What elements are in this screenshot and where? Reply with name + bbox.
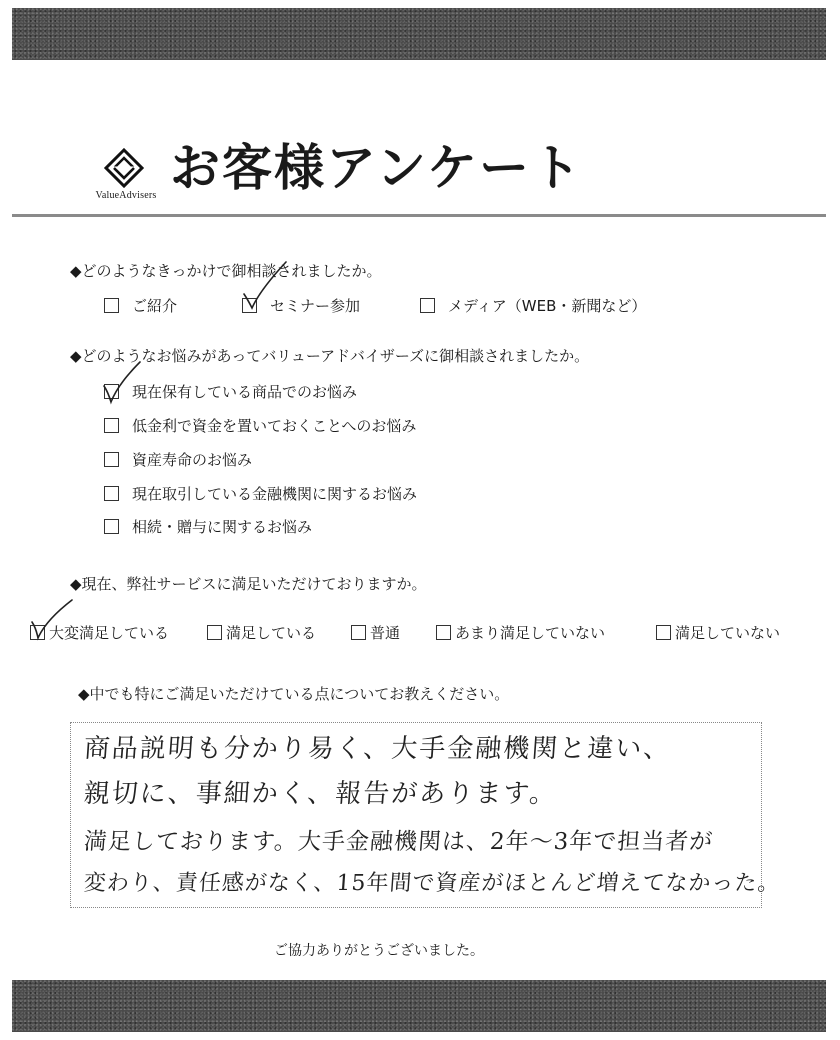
option-satisfied[interactable] (207, 622, 316, 643)
option-media[interactable] (420, 295, 646, 316)
question-satisfied-points: ◆中でも特にご満足いただけている点についてお教えください。 (78, 685, 510, 703)
option-inheritance[interactable] (104, 516, 312, 537)
option-very-satisfied[interactable] (30, 622, 169, 643)
checkbox[interactable] (104, 298, 119, 313)
option-low-interest[interactable] (104, 415, 416, 436)
option-label: 普通 (370, 624, 401, 642)
diamond-logo-icon (104, 148, 144, 188)
logo-text: ValueAdvisers (95, 190, 157, 201)
checkbox[interactable] (436, 625, 451, 640)
option-label: 現在保有している商品でのお悩み (132, 383, 358, 401)
header-divider (12, 214, 826, 217)
handwritten-answer-line: 親切に、事細かく、報告があります。 (82, 779, 559, 809)
checkbox-checked[interactable] (242, 298, 257, 313)
option-label: 大変満足している (49, 624, 170, 642)
question-referral: ◆どのようなきっかけで御相談されましたか。 (70, 262, 382, 280)
checkbox[interactable] (104, 519, 119, 534)
handwritten-answer-line: 商品説明も分かり易く、大手金融機関と違い、 (82, 734, 673, 764)
checkbox-checked[interactable] (30, 625, 45, 640)
option-label: 相続・贈与に関するお悩み (132, 518, 313, 536)
option-referral[interactable] (104, 295, 177, 316)
company-logo (84, 148, 164, 202)
checkbox[interactable] (104, 418, 119, 433)
option-label: 満足していない (675, 624, 781, 642)
thank-you-message: ご協力ありがとうございました。 (274, 943, 484, 959)
checkbox[interactable] (420, 298, 435, 313)
option-seminar[interactable] (242, 295, 360, 316)
checkbox[interactable] (104, 452, 119, 467)
option-neutral[interactable] (351, 622, 400, 643)
option-label: ご紹介 (132, 297, 178, 315)
option-label: 現在取引している金融機関に関するお悩み (132, 485, 418, 503)
checkbox[interactable] (351, 625, 366, 640)
question-concern: ◆どのようなお悩みがあってバリューアドバイザーズに御相談されましたか。 (70, 347, 590, 365)
top-band (12, 8, 826, 60)
checkbox[interactable] (104, 486, 119, 501)
page-title: お客様アンケート (170, 139, 583, 197)
option-asset-longevity[interactable] (104, 449, 252, 470)
handwritten-answer-line: 変わり、責任感がなく、15年間で資産がほとんど増えてなかった。 (82, 871, 782, 896)
option-label: あまり満足していない (455, 624, 606, 642)
bottom-band (12, 980, 826, 1032)
option-current-holdings[interactable] (104, 381, 357, 402)
option-label: メディア（WEB・新聞など） (448, 297, 647, 315)
option-label: セミナー参加 (270, 297, 361, 315)
handwritten-answer-line: 満足しております。大手金融機関は、2年～3年で担当者が (82, 829, 715, 855)
checkbox-checked[interactable] (104, 384, 119, 399)
option-not-satisfied[interactable] (656, 622, 780, 643)
checkbox[interactable] (656, 625, 671, 640)
option-label: 満足している (226, 624, 317, 642)
question-satisfaction: ◆現在、弊社サービスに満足いただけておりますか。 (70, 575, 427, 593)
checkbox[interactable] (207, 625, 222, 640)
option-label: 資産寿命のお悩み (132, 451, 253, 469)
option-current-institution[interactable] (104, 483, 417, 504)
option-not-very-satisfied[interactable] (436, 622, 605, 643)
option-label: 低金利で資金を置いておくことへのお悩み (132, 417, 417, 435)
